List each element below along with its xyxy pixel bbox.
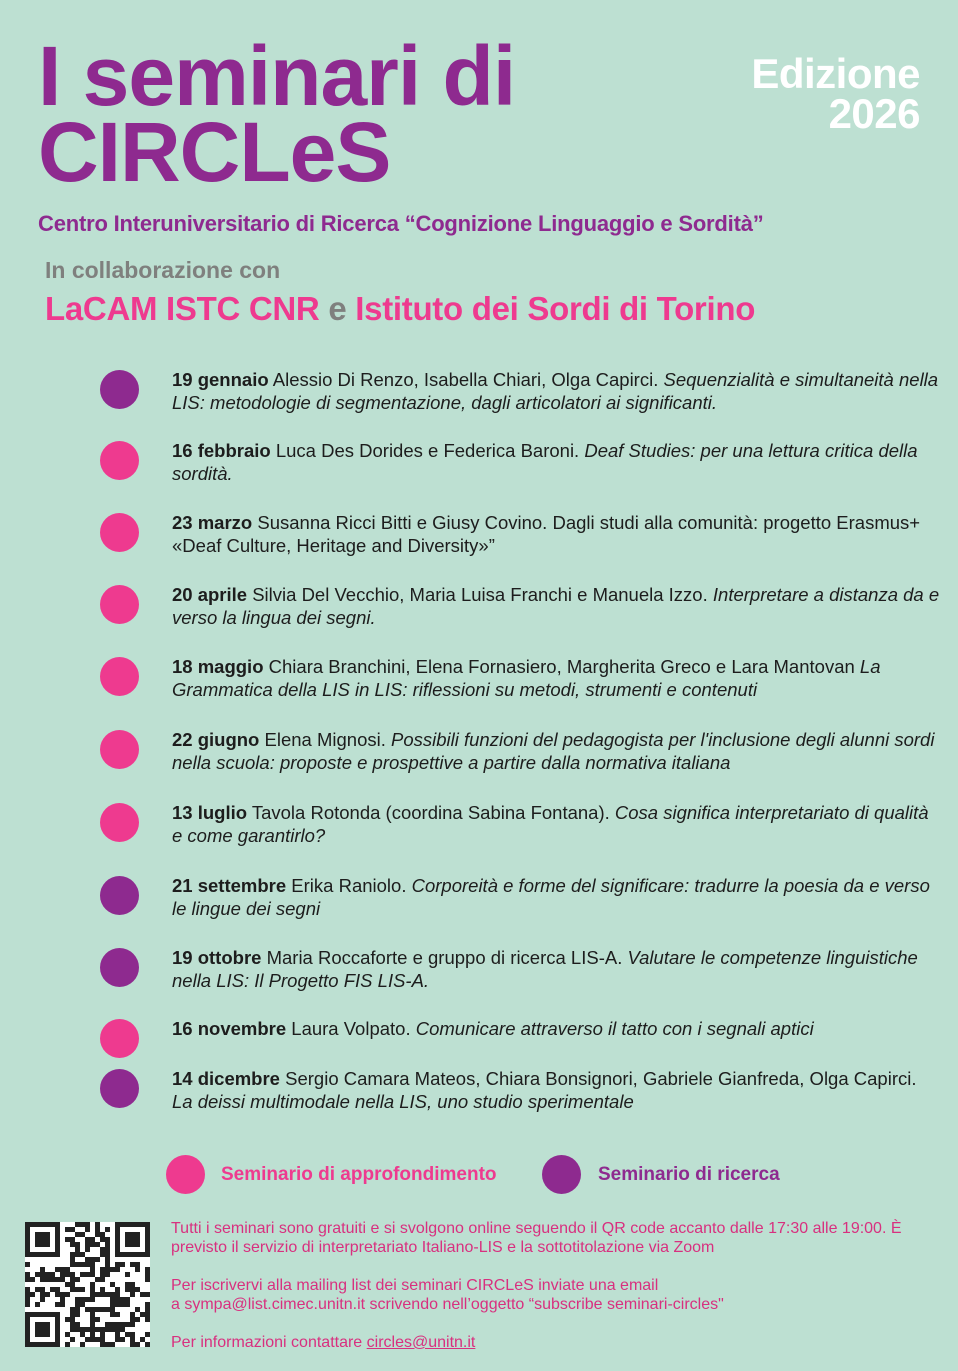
seminar-date: 22 giugno	[172, 729, 260, 750]
seminar-date: 14 dicembre	[172, 1068, 280, 1089]
seminar-text	[172, 511, 942, 557]
seminar-date: 19 ottobre	[172, 947, 262, 968]
edition-year: 2026	[828, 90, 920, 137]
info-contact	[171, 1333, 931, 1352]
seminar-approfondimento-dot-icon	[100, 1019, 139, 1058]
contact-label: Per informazioni contattare	[171, 1334, 363, 1351]
seminar-date: 16 novembre	[172, 1018, 287, 1039]
seminar-title: La deissi multimodale nella LIS, uno studio sperimentale	[172, 1091, 634, 1112]
seminar-ricerca-dot-icon	[100, 876, 139, 915]
collab-label: In collaborazione con	[45, 257, 281, 283]
seminar-text	[172, 874, 942, 920]
title-line-1: I seminari di	[38, 29, 516, 123]
seminar-text	[172, 368, 942, 414]
seminar-date: 13 luglio	[172, 802, 248, 823]
seminar-title: Deaf Studies: per una lettura critica della sordità.	[172, 440, 918, 484]
page-title	[38, 29, 516, 199]
subtitle: Centro Interuniversitario di Ricerca “Cognizione Linguaggio e Sordità”	[38, 211, 764, 236]
info-mailing-list	[171, 1276, 931, 1314]
seminar-date: 16 febbraio	[172, 440, 271, 461]
seminar-text	[172, 583, 942, 629]
seminar-speakers: Silvia Del Vecchio, Maria Luisa Franchi e Manuela Izzo.	[252, 584, 708, 605]
partner-separator: e	[328, 290, 347, 327]
partner-istituto: Istituto dei Sordi di Torino	[355, 290, 756, 327]
legend-dot-approfondimento-icon	[166, 1155, 205, 1194]
seminar-text	[172, 1017, 942, 1040]
seminar-text	[172, 946, 942, 992]
partner-lacam: LaCAM ISTC CNR	[45, 290, 320, 327]
seminar-title: Sequenzialità e simultaneità nella LIS: metodologie di segmentazione, dagli articolatori ai significanti.	[172, 369, 939, 413]
seminar-approfondimento-dot-icon	[100, 513, 139, 552]
seminar-approfondimento-dot-icon	[100, 730, 139, 769]
seminar-approfondimento-dot-icon	[100, 585, 139, 624]
seminar-speakers: Tavola Rotonda (coordina Sabina Fontana).	[251, 802, 610, 823]
seminar-speakers: Chiara Branchini, Elena Fornasiero, Margherita Greco e Lara Mantovan	[268, 656, 855, 677]
seminar-title: Valutare le competenze linguistiche nella LIS: Il Progetto FIS LIS-A.	[172, 947, 918, 991]
seminar-title: Corporeità e forme del significare: tradurre la poesia da e verso le lingue dei segni	[172, 875, 930, 919]
seminar-title: Cosa significa interpretariato di qualità e come garantirlo?	[172, 802, 929, 846]
mailing-line-1: Per iscrivervi alla mailing list dei seminari CIRCLeS inviate una email	[171, 1277, 659, 1294]
seminar-date: 20 aprile	[172, 584, 248, 605]
footer-info	[171, 1219, 931, 1371]
seminar-text	[172, 439, 942, 485]
seminar-text	[172, 1067, 942, 1113]
info-schedule: Tutti i seminari sono gratuiti e si svolgono online seguendo il QR code accanto dalle 17:30 alle 19:00. È previsto il servizio di interpretariato Italiano-LIS e la sottotitolazione via Zoom	[171, 1220, 902, 1256]
title-line-2: CIRCLeS	[38, 105, 391, 199]
seminar-speakers: Laura Volpato.	[291, 1018, 411, 1039]
seminar-speakers: Alessio Di Renzo, Isabella Chiari, Olga Capirci.	[272, 369, 659, 390]
seminar-date: 21 settembre	[172, 875, 287, 896]
legend-approfondimento: Seminario di approfondimento	[221, 1164, 497, 1185]
contact-email-link[interactable]: circles@unitn.it	[366, 1334, 476, 1351]
seminar-date: 18 maggio	[172, 656, 264, 677]
seminar-speakers: Erika Raniolo.	[291, 875, 407, 896]
seminar-text	[172, 655, 942, 701]
seminar-title: Possibili funzioni del pedagogista per l'inclusione degli alunni sordi nella scuola: proposte e prospettive a partire dalla normativa italiana	[172, 729, 935, 773]
seminar-speakers: Susanna Ricci Bitti e Giusy Covino. Dagli studi alla comunità: progetto Erasmus+ «Deaf Culture, Heritage and Diversity»”	[172, 512, 921, 556]
seminar-approfondimento-dot-icon	[100, 657, 139, 696]
mailing-line-2: a sympa@list.cimec.unitn.it scrivendo nell’oggetto “subscribe seminari-circles"	[171, 1296, 724, 1313]
legend-dot-ricerca-icon	[542, 1155, 581, 1194]
seminar-speakers: Sergio Camara Mateos, Chiara Bonsignori, Gabriele Gianfreda, Olga Capirci.	[285, 1068, 917, 1089]
seminar-speakers: Luca Des Dorides e Federica Baroni.	[275, 440, 580, 461]
legend-ricerca: Seminario di ricerca	[598, 1164, 780, 1185]
seminar-date: 19 gennaio	[172, 369, 269, 390]
seminar-speakers: Maria Roccaforte e gruppo di ricerca LIS-A.	[266, 947, 623, 968]
seminar-approfondimento-dot-icon	[100, 441, 139, 480]
seminar-text	[172, 728, 942, 774]
qr-code-icon	[25, 1222, 150, 1347]
seminar-ricerca-dot-icon	[100, 948, 139, 987]
edition-label	[751, 50, 920, 137]
seminar-title: Comunicare attraverso il tatto con i segnali aptici	[415, 1018, 814, 1039]
qr-code[interactable]	[25, 1222, 150, 1347]
seminar-text	[172, 801, 942, 847]
partners	[45, 290, 755, 328]
seminar-title: La Grammatica della LIS in LIS: riflessioni su metodi, strumenti e contenuti	[172, 656, 881, 700]
seminar-ricerca-dot-icon	[100, 370, 139, 409]
seminar-speakers: Elena Mignosi.	[264, 729, 386, 750]
edition-line-1: Edizione	[751, 50, 920, 97]
seminar-date: 23 marzo	[172, 512, 253, 533]
seminar-approfondimento-dot-icon	[100, 803, 139, 842]
seminar-title: Interpretare a distanza da e verso la lingua dei segni.	[172, 584, 940, 628]
seminar-ricerca-dot-icon	[100, 1069, 139, 1108]
